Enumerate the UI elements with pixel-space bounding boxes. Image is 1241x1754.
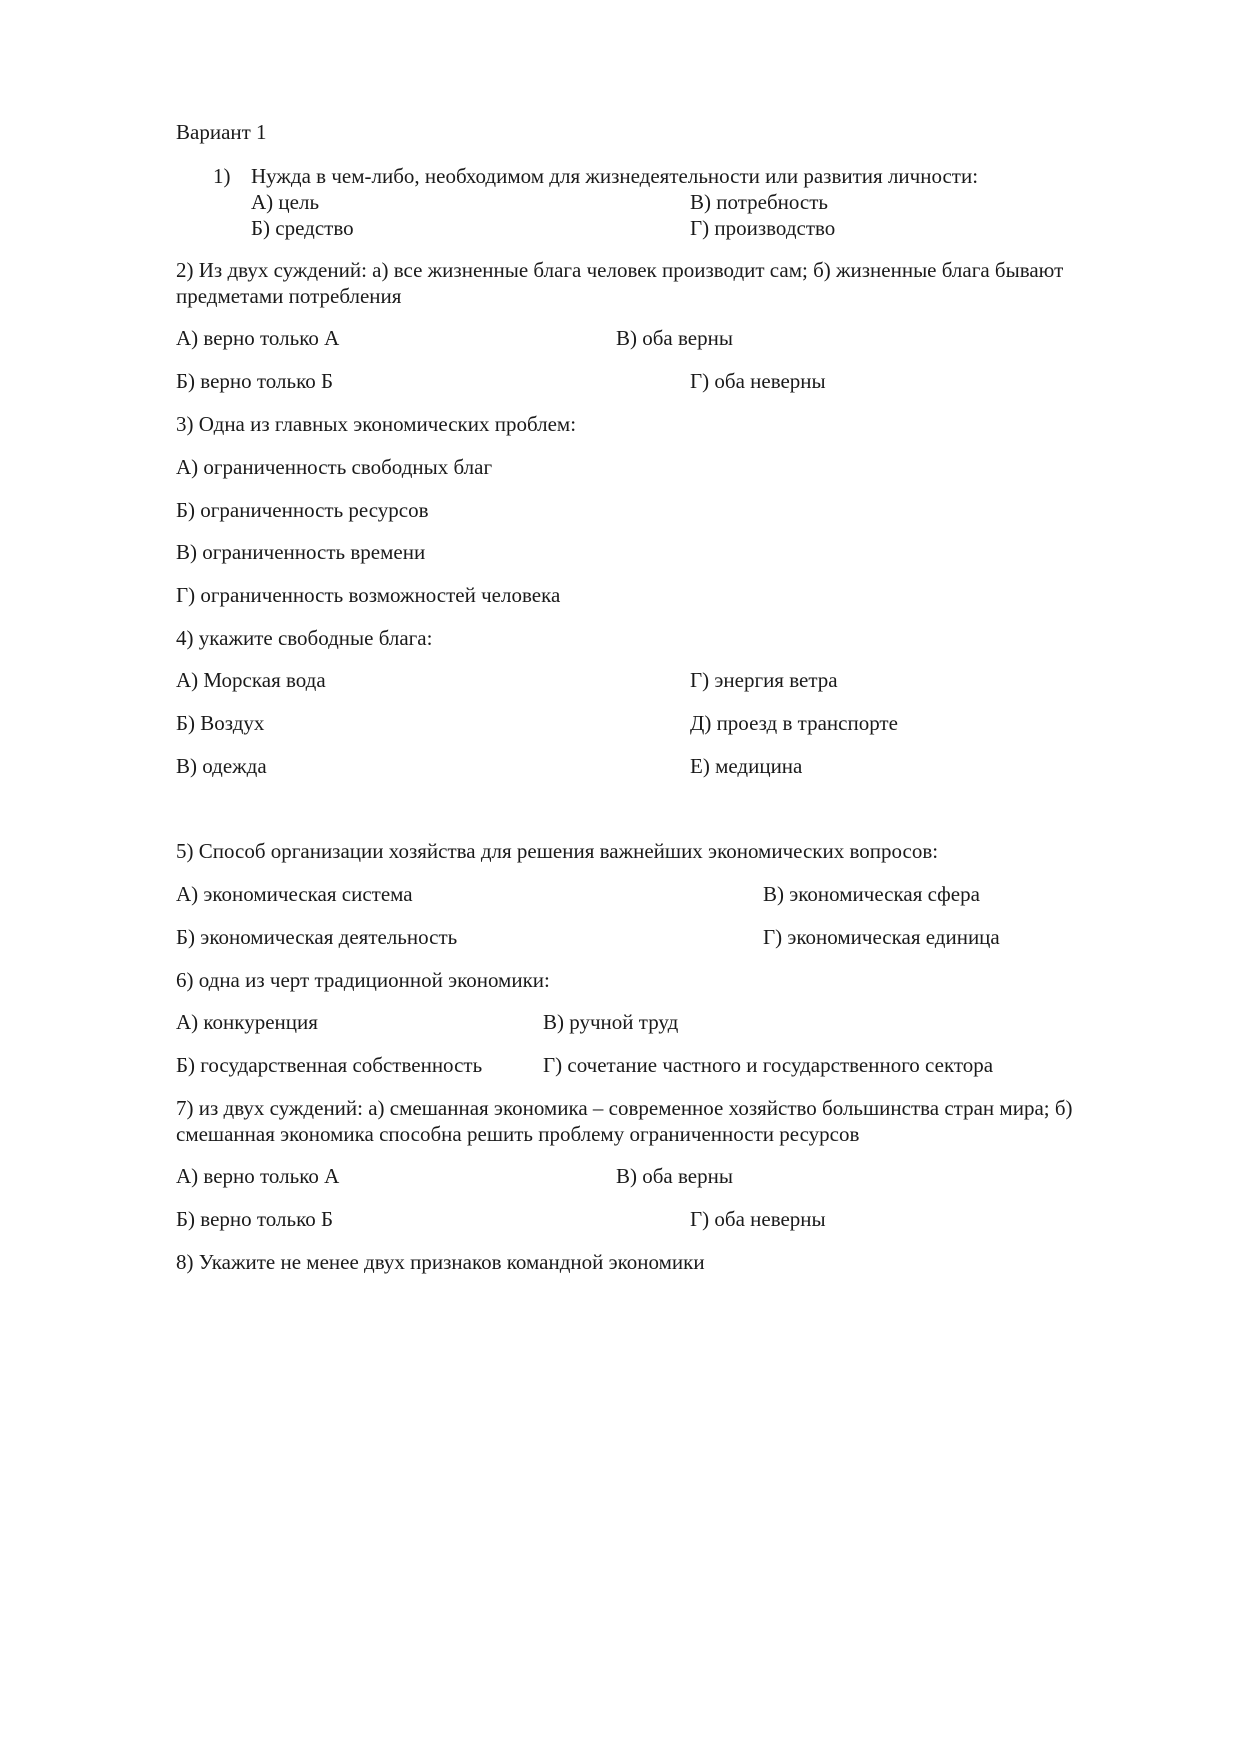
q6-option-a: А) конкуренция xyxy=(176,1010,318,1034)
q2-text-line2: предметами потребления xyxy=(176,284,402,308)
q3-text: 3) Одна из главных экономических проблем: xyxy=(176,412,577,436)
q1-option-g: Г) производство xyxy=(690,216,836,240)
q5-option-g: Г) экономическая единица xyxy=(763,925,1000,949)
q5-text: 5) Способ организации хозяйства для решения важнейших экономических вопросов: xyxy=(176,839,939,863)
q7-option-v: В) оба верны xyxy=(616,1164,733,1188)
q5-option-b: Б) экономическая деятельность xyxy=(176,925,458,949)
q4-option-d: Д) проезд в транспорте xyxy=(690,711,898,735)
q7-text-line2: смешанная экономика способна решить проблему ограниченности ресурсов xyxy=(176,1122,860,1146)
q2-option-g: Г) оба неверны xyxy=(690,369,826,393)
q6-text: 6) одна из черт традиционной экономики: xyxy=(176,968,550,992)
q2-text-line1: 2) Из двух суждений: а) все жизненные блага человек производит сам; б) жизненные блага бывают xyxy=(176,258,1064,282)
q1-text: Нужда в чем-либо, необходимом для жизнедеятельности или развития личности: xyxy=(251,164,979,188)
q8-text: 8) Укажите не менее двух признаков командной экономики xyxy=(176,1250,705,1274)
q4-option-a: А) Морская вода xyxy=(176,668,326,692)
q1-option-a: А) цель xyxy=(251,190,320,214)
variant-title: Вариант 1 xyxy=(176,120,267,144)
q6-option-g: Г) сочетание частного и государственного сектора xyxy=(543,1053,994,1077)
q4-option-b: Б) Воздух xyxy=(176,711,265,735)
q4-option-v: В) одежда xyxy=(176,754,267,778)
q2-option-v: В) оба верны xyxy=(616,326,733,350)
q2-option-b: Б) верно только Б xyxy=(176,369,334,393)
q5-option-v: В) экономическая сфера xyxy=(763,882,980,906)
q3-option-v: В) ограниченность времени xyxy=(176,540,426,564)
q1-option-b: Б) средство xyxy=(251,216,354,240)
q4-text: 4) укажите свободные блага: xyxy=(176,626,433,650)
q4-option-g: Г) энергия ветра xyxy=(690,668,838,692)
q1-number: 1) xyxy=(213,164,231,188)
q3-option-b: Б) ограниченность ресурсов xyxy=(176,498,429,522)
q6-option-b: Б) государственная собственность xyxy=(176,1053,483,1077)
q4-option-e: Е) медицина xyxy=(690,754,803,778)
q6-option-v: В) ручной труд xyxy=(543,1010,679,1034)
q7-option-a: А) верно только А xyxy=(176,1164,340,1188)
q3-option-a: А) ограниченность свободных благ xyxy=(176,455,493,479)
q3-option-g: Г) ограниченность возможностей человека xyxy=(176,583,561,607)
q1-option-v: В) потребность xyxy=(690,190,828,214)
q7-option-b: Б) верно только Б xyxy=(176,1207,334,1231)
q5-option-a: А) экономическая система xyxy=(176,882,413,906)
q2-option-a: А) верно только А xyxy=(176,326,340,350)
q7-text-line1: 7) из двух суждений: а) смешанная экономика – современное хозяйство большинства стран мира; б) xyxy=(176,1096,1073,1120)
q7-option-g: Г) оба неверны xyxy=(690,1207,826,1231)
